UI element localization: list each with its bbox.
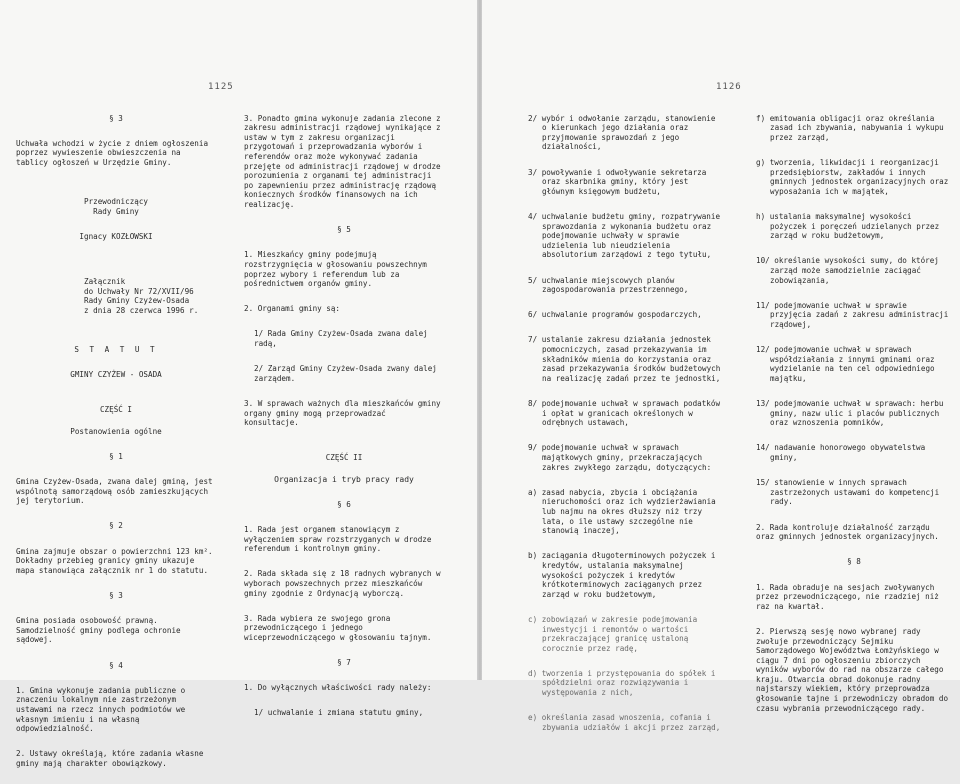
part-title: Postanowienia ogólne [70,426,162,436]
paragraph: 1. Rada obraduje na sesjach zwoływanych przez przewodniczącego, nie rzadziej niż raz na kwartał. [756,582,939,611]
list-item: 6/ uchwalanie programów gospodarczych, [528,310,702,320]
paragraph: 3. W sprawach ważnych dla mieszkańców gminy organy gminy mogą przeprowadzać konsultacje. [244,399,441,428]
paragraph: 1. Rada jest organem stanowiącym z wyłączeniem spraw rozstrzyganych w drodze referendum i kontrolnym gminy. [244,524,432,554]
list-item: 2/ wybór i odwołanie zarządu, stanowienie o kierunkach jego działania oraz przyjmowanie sprawozdań z jego działalności, [528,113,716,152]
list-item: 13/ podejmowanie uchwał w sprawach: herbu gminy, nazw ulic i placów publicznych oraz wznoszenia pomników, [756,399,944,428]
sub-item: e) określania zasad wnoszenia, cofania i zbywania udziałów i akcji przez zarząd, [528,713,721,732]
page-number-left: 1125 [208,82,234,92]
list-item: 2/ Zarząd Gminy Czyżew-Osada zwany dalej zarządem. [254,364,437,383]
part-heading: CZĘŚĆ II [325,453,363,463]
paragraph: Gmina zajmuje obszar o powierzchni 123 km². Dokładny przebieg granicy gminy ukazuje mapa stanowiąca załącznik nr 1 do statutu. [16,546,213,575]
list-item: 9/ podejmowanie uchwał w sprawach majątkowych gminy, przekraczających zakres zwykłego zarządu, dotyczących: [528,443,712,472]
paragraph: 2. Rada kontroluje działalność zarządu oraz gminnych jednostek organizacyjnych. [756,522,939,542]
sub-item: c) zobowiązań w zakresie podejmowania inwestycji i remontów o wartości przekraczającej granicę ustaloną corocznie przez radę, [528,614,698,653]
paragraph: 3. Ponadto gmina wykonuje zadania zlecone z zakresu administracji rządowej wynikające z ustaw w tym z zakresu organizacji przygotowań i przeprowadzania wyborów i referendów oraz może wykonywać zadania przejęte od administracji rządowej w drodze porozumienia z organami tej administracji po zapewnieniu przez administrację rządową koniecznych środków finansowych na ich realizację. [244,113,441,209]
paragraph: 2. Organami gminy są: [244,304,341,314]
annex-note: Załącznik do Uchwały Nr 72/XVII/96 Rady Gminy Czyżew-Osada z dnia 28 czerwca 1996 r. [84,277,199,315]
statute-title: S T A T U T [74,345,158,355]
paragraph: 1. Gmina wykonuje zadania publiczne o znaczeniu lokalnym nie zastrzeżonym ustawami na rzecz innych podmiotów we własnym imieniu i na własną odpowiedzialność. [16,685,186,734]
list-item: 10/ określanie wysokości sumy, do której zarząd może samodzielnie zaciągać zobowiązania, [756,256,939,285]
section-heading: § 2 [109,521,123,531]
left-page [0,0,478,768]
sub-item: b) zaciągania długoterminowych pożyczek i kredytów, ustalania maksymalnej wysokości pożyczek i kredytów krótkoterminowych zaciąganych przez zarząd w roku budżetowym, [528,551,716,599]
section-heading: § 1 [109,451,123,461]
paragraph: 3. Rada wybiera ze swojego grona przewodniczącego i jednego wiceprzewodniczącego w głosowaniu tajnym. [244,613,432,642]
statute-subtitle: GMINY CZYŻEW - OSADA [70,370,162,380]
section-heading: § 3 [109,590,123,600]
sub-item: d) tworzenia i przystępowania do spółek i spółdzielni oraz rozwiązywania i występowania z nich, [528,668,716,698]
sub-item: f) emitowania obligacji oraz określania zasad ich zbywania, nabywania i wykupu przez zarząd, [756,113,944,142]
sub-item: a) zasad nabycia, zbycia i obciążania nieruchomości oraz ich wydzierżawiania lub najmu na okres dłuższy niż trzy lata, o ile ustawy szczególne nie stanowią inaczej, [528,487,716,536]
sub-item: g) tworzenia, likwidacji i reorganizacji przedsiębiorstw, zakładów i innych gminnych jednostek organizacyjnych oraz wyposażania ich w majątek, [756,157,949,196]
list-item: 3/ powoływanie i odwoływanie sekretarza oraz skarbnika gminy, który jest głównym księgowym budżetu, [528,167,707,196]
sub-item: h) ustalania maksymalnej wysokości pożyczek i poręczeń udzielanych przez zarząd w roku budżetowym, [756,211,940,241]
signature-name: Ignacy KOZŁOWSKI [79,231,153,241]
list-item: 15/ stanowienie w innych sprawach zastrzeżonych ustawami do kompetencji rady. [756,478,940,507]
paragraph: 2. Ustawy określają, które zadania własne gminy mają charakter obowiązkowy. [16,749,204,768]
column-3 [528,104,724,748]
part-title: Organizacja i tryb pracy rady [274,474,414,484]
list-item: 8/ podejmowanie uchwał w sprawach podatków i opłat w granicach określonych w odrębnych ustawach, [528,399,721,428]
column-2 [244,104,444,734]
paragraph: 1. Do wyłącznych właściwości rady należy: [244,683,432,693]
list-item: 5/ uchwalanie miejscowych planów zagospodarowania przestrzennego, [528,275,689,295]
list-item: 12/ podejmowanie uchwał w sprawach współdziałania z innymi gminami oraz wydzielanie na ten cel odpowiedniego majątku, [756,345,935,383]
list-item: 1/ uchwalanie i zmiana statutu gminy, [254,708,424,718]
part-heading: CZĘŚĆ I [99,405,132,415]
section-heading: § 4 [109,660,123,670]
list-item: 14/ nadawanie honorowego obywatelstwa gminy, [756,443,926,462]
signature-role: Przewodniczący Rady Gminy [83,197,148,216]
paragraph: Gmina posiada osobowość prawną. Samodzielność gminy podlega ochronie sądowej. [16,616,181,645]
paragraph: Gmina Czyżew-Osada, zwana dalej gminą, jest wspólnotą samorządową osób zamieszkujących jej terytorium. [16,477,213,506]
list-item: 1/ Rada Gminy Czyżew-Osada zwana dalej radą, [254,329,428,349]
list-item: 11/ podejmowanie uchwał w sprawie przyjęcia zadań z zakresu administracji rządowej, [756,300,949,329]
right-page [482,0,960,732]
paragraph: 1. Mieszkańcy gminy podejmują rozstrzygnięcia w głosowaniu powszechnym poprzez wybory i referendum lub za pośrednictwem organów gminy. [244,250,427,289]
section-heading: § 3 [109,113,123,123]
section-heading: § 7 [337,658,351,668]
list-item: 4/ uchwalanie budżetu gminy, rozpatrywanie sprawozdania z wykonania budżetu oraz podejmowanie uchwały w sprawie udzielenia lub nieudzielenia absolutorium zarządowi z tego tytułu, [528,211,721,260]
section-heading: § 5 [337,225,351,235]
paragraph: 2. Pierwszą sesję nowo wybranej rady zwołuje przewodniczący Sejmiku Samorządowego Województwa Łomżyńskiego w ciągu 7 dni po ogłoszeniu zbiorczych wyników wyborów do rad na obszarze całego kraju. Otwarcia obrad dokonuje radny najstarszy wiekiem, który przeprowadza głosowanie tajne i przewodniczy obradom do czasu wybrania przewodniczącego rady. [756,626,949,713]
column-4 [756,104,952,729]
paragraph: Uchwała wchodzi w życie z dniem ogłoszenia poprzez wywieszenie obwieszczenia na tablicy ogłoszeń w Urzędzie Gminy. [16,138,209,167]
page-number-right: 1126 [716,82,742,92]
column-1 [16,104,216,784]
list-item: 7/ ustalanie zakresu działania jednostek pomocniczych, zasad przekazywania im składników mienia do korzystania oraz zasad przekazywania środków budżetowych na realizację zadań przez te jednostki, [528,335,721,383]
paragraph: 2. Rada składa się z 18 radnych wybranych w wyborach powszechnych przez mieszkańców gminy zgodnie z Ordynacją wyborczą. [244,569,441,598]
section-heading: § 6 [337,499,351,509]
section-heading: § 8 [847,557,861,567]
